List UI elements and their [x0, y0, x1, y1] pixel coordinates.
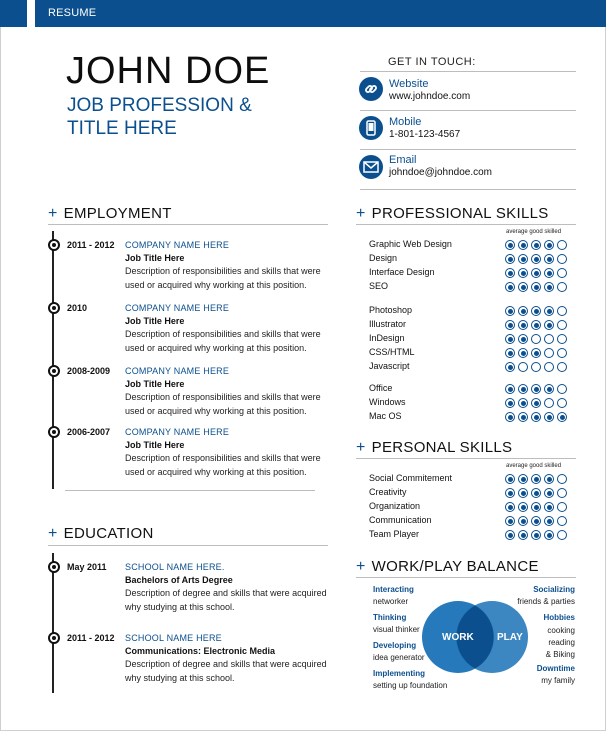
rating-dot-filled — [505, 282, 515, 292]
link-icon — [359, 77, 383, 101]
rating-dot-filled — [518, 334, 528, 344]
company-name: COMPANY NAME HERE — [125, 303, 230, 313]
skill-rating — [505, 412, 567, 422]
rating-dot-filled — [544, 516, 554, 526]
rating-dot-empty — [557, 254, 567, 264]
skill-name: Creativity — [369, 487, 407, 497]
employment-date: 2010 — [67, 303, 88, 313]
professional-skills-heading-text: PROFESSIONAL SKILLS — [371, 205, 549, 222]
balance-heading — [356, 558, 539, 576]
rating-dot-filled — [518, 398, 528, 408]
rating-dot-filled — [505, 306, 515, 316]
rating-dot-filled — [531, 488, 541, 498]
degree-title: Communications: Electronic Media — [125, 646, 276, 656]
balance-right-sub: cooking reading & Biking — [545, 626, 575, 659]
skill-rating — [505, 516, 567, 526]
rating-dot-empty — [557, 474, 567, 484]
employment-heading — [48, 205, 172, 223]
job-description: Description of responsibilities and skills that were used or acquired why working at this position. — [125, 453, 321, 477]
skill-rating — [505, 282, 567, 292]
timeline-node — [48, 239, 60, 251]
job-description: Description of responsibilities and skills that were used or acquired why working at this position. — [125, 266, 321, 290]
rating-dot-filled — [544, 412, 554, 422]
rating-dot-filled — [505, 384, 515, 394]
balance-left-heading: Developing — [373, 641, 417, 650]
personal-skills-divider — [356, 458, 576, 459]
rating-dot-empty — [557, 488, 567, 498]
top-bar — [0, 0, 606, 27]
rating-dot-empty — [518, 362, 528, 372]
rating-dot-filled — [531, 502, 541, 512]
skill-name: Team Player — [369, 529, 420, 539]
professional-skills-divider — [356, 224, 576, 225]
rating-dot-filled — [531, 348, 541, 358]
envelope-icon — [359, 155, 383, 179]
skill-name: Windows — [369, 397, 406, 407]
rating-dot-filled — [544, 384, 554, 394]
employment-divider — [48, 224, 328, 225]
rating-dot-filled — [505, 254, 515, 264]
top-bar-tick — [27, 0, 35, 27]
skill-rating — [505, 268, 567, 278]
rating-dot-filled — [544, 240, 554, 250]
education-heading-text: EDUCATION — [63, 525, 154, 542]
skill-name: Mac OS — [369, 411, 402, 421]
contact-divider — [360, 149, 576, 150]
contact-heading: GET IN TOUCH: — [388, 56, 476, 68]
skill-name: Office — [369, 383, 393, 393]
employment-bottom-divider — [65, 490, 315, 491]
plus-icon: + — [48, 525, 58, 542]
skill-rating — [505, 362, 567, 372]
rating-dot-empty — [557, 530, 567, 540]
rating-dot-filled — [505, 320, 515, 330]
rating-dot-empty — [531, 362, 541, 372]
balance-left-heading: Thinking — [373, 613, 407, 622]
contact-website-value[interactable]: www.johndoe.com — [389, 91, 471, 102]
job-title: Job Title Here — [125, 316, 185, 326]
rating-dot-filled — [518, 488, 528, 498]
rating-dot-filled — [518, 474, 528, 484]
skill-rating — [505, 240, 567, 250]
rating-dot-filled — [505, 268, 515, 278]
contact-divider — [360, 189, 576, 190]
rating-dot-empty — [531, 334, 541, 344]
job-description: Description of responsibilities and skills that were used or acquired why working at this position. — [125, 392, 321, 416]
balance-right-sub: my family — [541, 676, 575, 685]
personal-skills-heading — [356, 439, 512, 457]
skill-name: Javascript — [369, 361, 410, 371]
employment-heading-text: EMPLOYMENT — [63, 205, 172, 222]
plus-icon: + — [356, 439, 366, 456]
rating-dot-empty — [557, 362, 567, 372]
skill-name: Photoshop — [369, 305, 413, 315]
rating-dot-filled — [505, 502, 515, 512]
professional-skills-heading — [356, 205, 549, 223]
skill-rating — [505, 334, 567, 344]
balance-left-heading: Implementing — [373, 669, 426, 678]
rating-dot-filled — [518, 282, 528, 292]
contact-divider — [360, 110, 576, 111]
rating-dot-empty — [557, 320, 567, 330]
balance-divider — [356, 577, 576, 578]
skill-name: Communication — [369, 515, 432, 525]
skill-rating — [505, 306, 567, 316]
rating-dot-filled — [518, 348, 528, 358]
job-title: Job Title Here — [125, 440, 185, 450]
contact-mobile-value[interactable]: 1-801-123-4567 — [389, 129, 461, 140]
rating-dot-filled — [505, 362, 515, 372]
rating-dot-filled — [544, 320, 554, 330]
balance-right-heading: Downtime — [536, 664, 575, 673]
contact-divider — [360, 71, 576, 72]
resume-tag: RESUME — [48, 7, 97, 19]
company-name: COMPANY NAME HERE — [125, 240, 230, 250]
rating-dot-empty — [544, 334, 554, 344]
balance-left-sub: networker — [373, 597, 409, 606]
rating-dot-empty — [544, 398, 554, 408]
contact-website-label: Website — [389, 78, 429, 90]
rating-dot-filled — [531, 398, 541, 408]
timeline-node — [48, 365, 60, 377]
plus-icon: + — [48, 205, 58, 222]
education-date: 2011 - 2012 — [67, 633, 115, 643]
rating-dot-filled — [518, 412, 528, 422]
skill-name: Social Commitement — [369, 473, 453, 483]
degree-description: Description of degree and skills that were acquired why studying at this school. — [125, 588, 327, 612]
rating-dot-filled — [505, 412, 515, 422]
rating-dot-filled — [531, 306, 541, 316]
rating-dot-filled — [531, 254, 541, 264]
balance-heading-text: WORK/PLAY BALANCE — [371, 558, 539, 575]
education-timeline — [52, 553, 54, 693]
rating-dot-filled — [518, 240, 528, 250]
rating-dot-empty — [557, 282, 567, 292]
balance-left-sub: setting up foundation — [373, 681, 448, 690]
rating-dot-filled — [505, 334, 515, 344]
skill-name: Graphic Web Design — [369, 239, 452, 249]
skill-name: CSS/HTML — [369, 347, 415, 357]
rating-dot-empty — [557, 502, 567, 512]
rating-dot-filled — [544, 488, 554, 498]
employment-timeline — [52, 231, 54, 489]
rating-dot-filled — [544, 306, 554, 316]
rating-dot-empty — [544, 348, 554, 358]
rating-dot-filled — [531, 474, 541, 484]
skill-rating — [505, 384, 567, 394]
rating-dot-filled — [531, 516, 541, 526]
skill-rating — [505, 474, 567, 484]
balance-left-sub: visual thinker — [373, 625, 420, 634]
education-date: May 2011 — [67, 562, 107, 572]
employment-date: 2011 - 2012 — [67, 240, 115, 250]
balance-left-sub: idea generator — [373, 653, 425, 662]
timeline-node — [48, 561, 60, 573]
rating-dot-filled — [544, 502, 554, 512]
rating-dot-filled — [505, 474, 515, 484]
contact-email-value[interactable]: johndoe@johndoe.com — [389, 167, 493, 178]
skill-name: InDesign — [369, 333, 405, 343]
education-divider — [48, 545, 328, 546]
rating-dot-filled — [505, 240, 515, 250]
rating-dot-filled — [518, 320, 528, 330]
rating-dot-empty — [557, 384, 567, 394]
rating-dot-filled — [531, 268, 541, 278]
rating-dot-empty — [557, 306, 567, 316]
job-title: Job Title Here — [125, 253, 185, 263]
rating-dot-filled — [518, 306, 528, 316]
rating-dot-empty — [557, 334, 567, 344]
rating-dot-filled — [531, 240, 541, 250]
contact-mobile-label: Mobile — [389, 116, 422, 128]
rating-dot-filled — [518, 502, 528, 512]
timeline-node — [48, 426, 60, 438]
rating-dot-filled — [531, 530, 541, 540]
education-heading — [48, 525, 154, 543]
rating-dot-filled — [505, 488, 515, 498]
skill-rating — [505, 530, 567, 540]
rating-dot-filled — [531, 282, 541, 292]
employment-date: 2008-2009 — [67, 366, 111, 376]
rating-dot-empty — [557, 348, 567, 358]
skill-name: Organization — [369, 501, 421, 511]
employment-date: 2006-2007 — [67, 427, 111, 437]
plus-icon: + — [356, 205, 366, 222]
rating-dot-empty — [557, 398, 567, 408]
timeline-node — [48, 302, 60, 314]
skill-name: SEO — [369, 281, 389, 291]
rating-dot-empty — [557, 268, 567, 278]
rating-dot-filled — [544, 530, 554, 540]
rating-dot-empty — [557, 516, 567, 526]
skill-rating — [505, 254, 567, 264]
balance-right-heading: Hobbies — [543, 613, 575, 622]
contact-email-label: Email — [389, 154, 417, 166]
mobile-phone-icon — [359, 116, 383, 140]
rating-dot-filled — [505, 516, 515, 526]
job-title: Job Title Here — [125, 379, 185, 389]
skill-scale-label: average good skilled — [506, 229, 562, 235]
rating-dot-filled — [557, 412, 567, 422]
rating-dot-filled — [544, 268, 554, 278]
plus-icon: + — [356, 558, 366, 575]
rating-dot-filled — [531, 412, 541, 422]
balance-right-heading: Socializing — [533, 585, 575, 594]
rating-dot-empty — [544, 362, 554, 372]
job-description: Description of responsibilities and skills that were used or acquired why working at this position. — [125, 329, 321, 353]
rating-dot-filled — [518, 384, 528, 394]
skill-name: Interface Design — [369, 267, 435, 277]
rating-dot-filled — [518, 530, 528, 540]
skill-name: Illustrator — [369, 319, 407, 329]
personal-skills-heading-text: PERSONAL SKILLS — [371, 439, 513, 456]
rating-dot-empty — [557, 240, 567, 250]
rating-dot-filled — [518, 268, 528, 278]
person-name: JOHN DOE — [66, 50, 271, 92]
timeline-node — [48, 632, 60, 644]
company-name: COMPANY NAME HERE — [125, 427, 230, 437]
degree-description: Description of degree and skills that were acquired why studying at this school. — [125, 659, 327, 683]
work-label: WORK — [442, 632, 474, 643]
job-profession: JOB PROFESSION & TITLE HERE — [67, 95, 252, 139]
degree-title: Bachelors of Arts Degree — [125, 575, 233, 585]
skill-name: Design — [369, 253, 398, 263]
skill-rating — [505, 398, 567, 408]
rating-dot-filled — [544, 254, 554, 264]
skill-rating — [505, 348, 567, 358]
balance-left-heading: Interacting — [373, 585, 414, 594]
rating-dot-filled — [505, 398, 515, 408]
play-label: PLAY — [497, 632, 523, 643]
skill-scale-label: average good skilled — [506, 463, 562, 469]
skill-rating — [505, 502, 567, 512]
school-name: SCHOOL NAME HERE — [125, 633, 222, 643]
company-name: COMPANY NAME HERE — [125, 366, 230, 376]
rating-dot-filled — [505, 530, 515, 540]
rating-dot-filled — [518, 516, 528, 526]
skill-rating — [505, 320, 567, 330]
rating-dot-filled — [518, 254, 528, 264]
rating-dot-filled — [531, 384, 541, 394]
rating-dot-filled — [544, 474, 554, 484]
school-name: SCHOOL NAME HERE. — [125, 562, 225, 572]
rating-dot-filled — [531, 320, 541, 330]
rating-dot-filled — [505, 348, 515, 358]
rating-dot-filled — [544, 282, 554, 292]
balance-right-sub: friends & parties — [517, 597, 575, 606]
skill-rating — [505, 488, 567, 498]
